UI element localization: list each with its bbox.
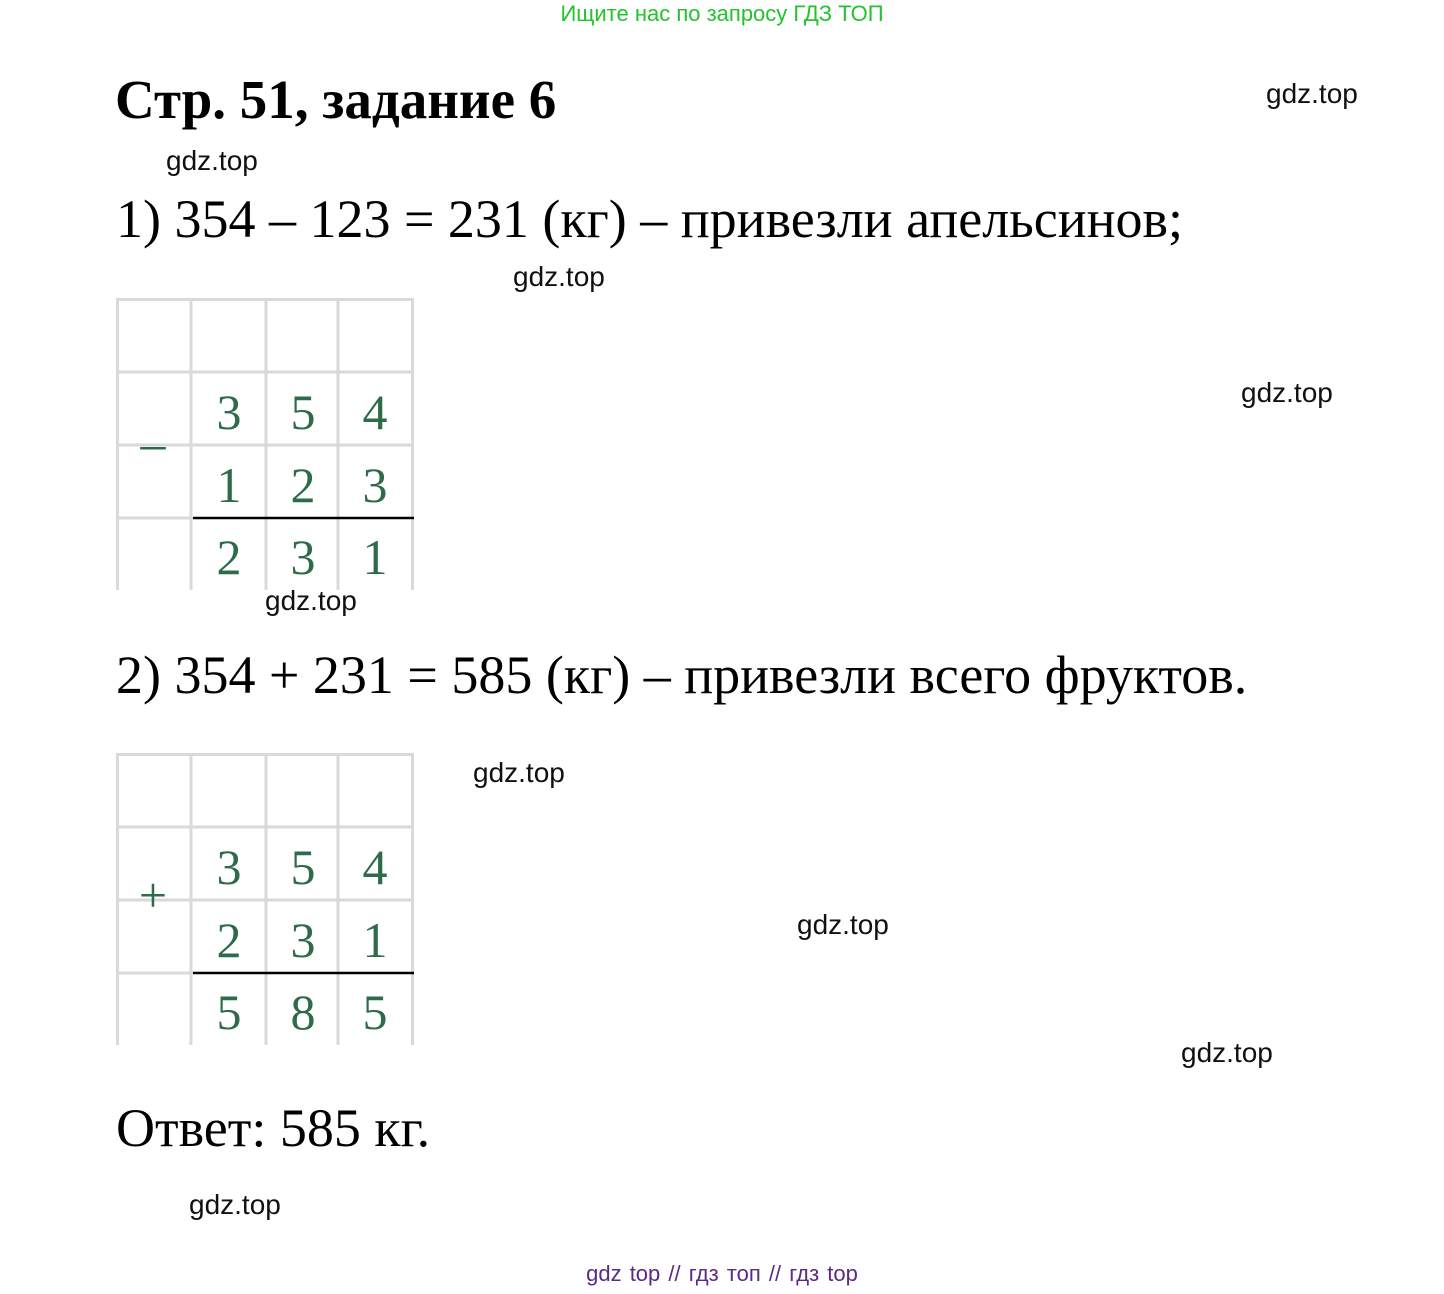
digit: 2 <box>216 912 242 968</box>
watermark: gdz.top <box>1181 1037 1273 1068</box>
column-subtraction <box>116 298 414 590</box>
watermark: gdz.top <box>1266 78 1358 109</box>
page-title: Стр. 51, задание 6 <box>115 69 557 130</box>
watermark: gdz.top <box>797 909 889 940</box>
watermark: gdz.top <box>166 145 258 176</box>
digit: 3 <box>290 912 316 968</box>
watermark: gdz.top <box>473 757 565 788</box>
answer: Ответ: 585 кг. <box>116 1098 431 1158</box>
plus-sign: + <box>138 867 168 923</box>
column-addition <box>116 753 414 1045</box>
top-banner: Ищите нас по запросу ГДЗ ТОП <box>560 1 884 26</box>
digit: 4 <box>362 839 388 895</box>
digit: 5 <box>290 839 316 895</box>
watermark: gdz.top <box>513 261 605 292</box>
solution-step-1: 1) 354 – 123 = 231 (кг) – привезли апельсинов; <box>116 189 1184 249</box>
result-digit: 1 <box>362 529 388 585</box>
watermark: gdz.top <box>189 1189 281 1220</box>
digit: 5 <box>290 384 316 440</box>
digit: 3 <box>216 839 242 895</box>
digit: 3 <box>216 384 242 440</box>
watermark: gdz.top <box>1241 377 1333 408</box>
digit: 2 <box>290 457 316 513</box>
digit: 1 <box>362 912 388 968</box>
footer-links: gdz top // гдз топ // гдз top <box>586 1261 858 1286</box>
watermark: gdz.top <box>265 585 357 616</box>
result-digit: 2 <box>216 529 242 585</box>
minus-sign: – <box>140 415 166 471</box>
digit: 4 <box>362 384 388 440</box>
result-digit: 5 <box>362 984 388 1040</box>
result-digit: 5 <box>216 984 242 1040</box>
digit: 3 <box>362 457 388 513</box>
result-digit: 3 <box>290 529 316 585</box>
result-digit: 8 <box>290 984 316 1040</box>
solution-step-2: 2) 354 + 231 = 585 (кг) – привезли всего фруктов. <box>116 645 1248 705</box>
digit: 1 <box>216 457 242 513</box>
